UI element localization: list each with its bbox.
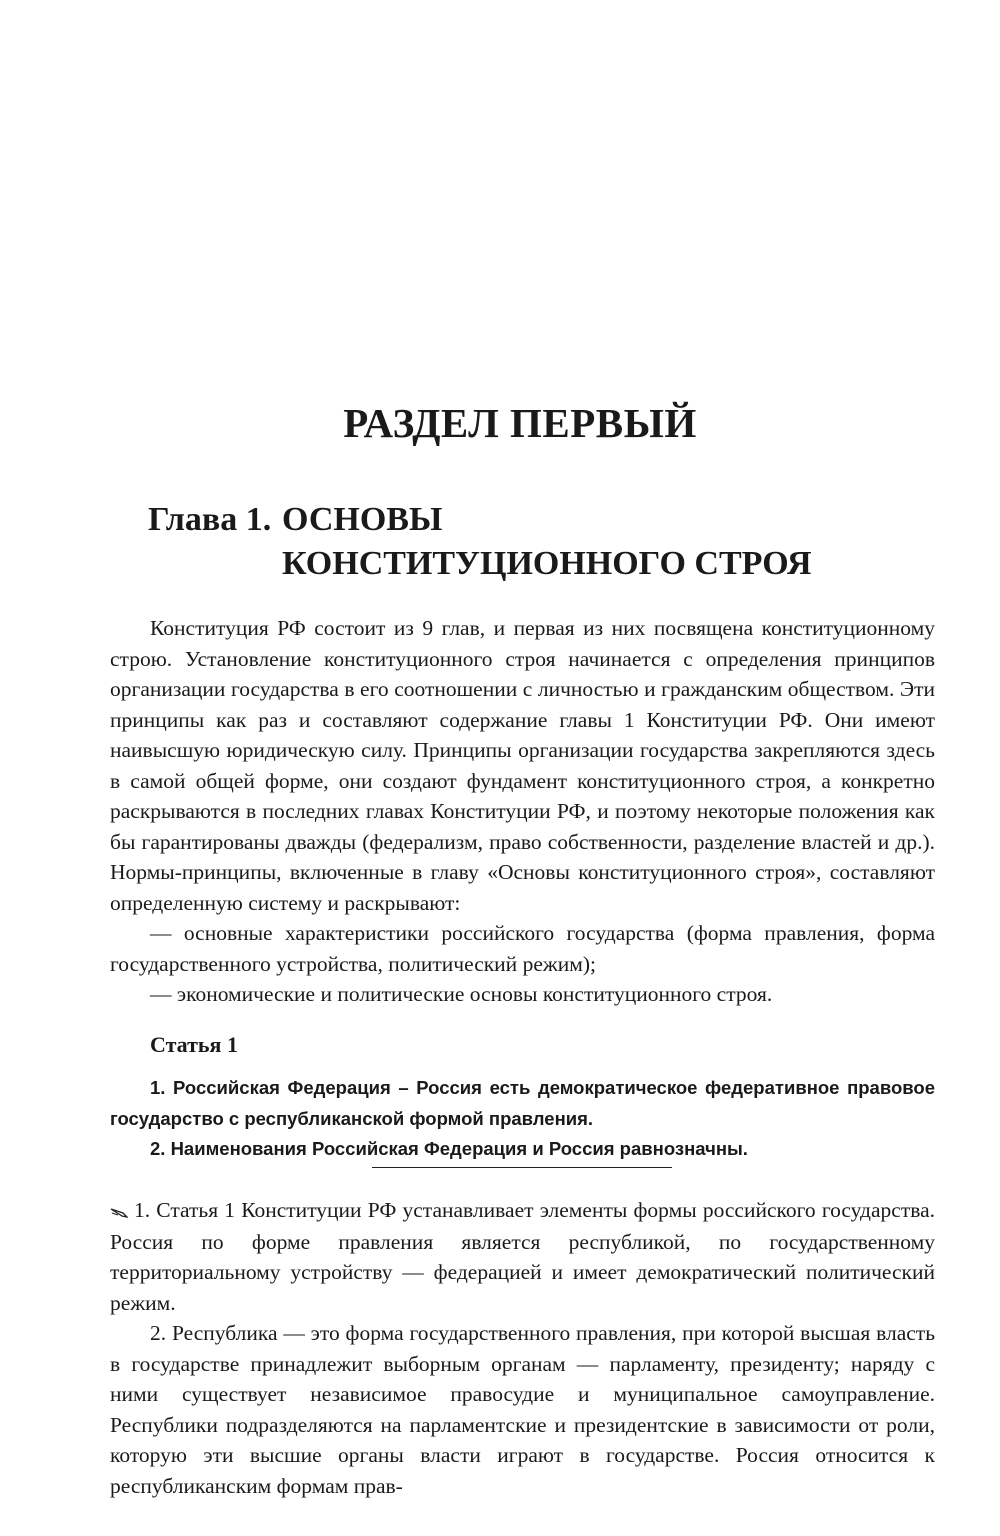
article-item: 1. Российская Федерация – Россия есть демократическое федеративное правовое государство с республиканской формой правления. — [110, 1077, 935, 1129]
article-text — [110, 1073, 935, 1165]
pencil-hand-icon — [110, 1196, 134, 1227]
chapter-name-line-2: КОНСТИТУЦИОННОГО СТРОЯ — [282, 545, 812, 582]
section-divider — [372, 1167, 672, 1168]
intro-section — [110, 613, 935, 1010]
principles-list — [110, 918, 935, 1010]
commentary-section — [110, 1195, 935, 1501]
chapter-heading — [148, 498, 812, 586]
chapter-name — [282, 498, 812, 586]
commentary-paragraph: 2. Республика — это форма государственного правления, при которой высшая власть в государстве принадлежит выборным органам — парламенту, президенту; наряду с ними существует независимое правосудие и муниципальное самоуправление. Республики подразделяются на парламентские и президентские в зависимости от роли, которую эти высшие органы власти играют в государстве. Россия относится к республиканским формам прав- — [110, 1321, 935, 1498]
article-title: Статья 1 — [150, 1032, 238, 1057]
intro-paragraph: Конституция РФ состоит из 9 глав, и первая из них посвящена конституционному строю. Установление конституционного строя начинается с определения принципов организации государства в его соотношении с личностью и гражданским обществом. Эти принципы как раз и составляют содержание главы 1 Конституции РФ. Они имеют наивысшую юридическую силу. Принципы организации государства закрепляются здесь в самой общей форме, они создают фундамент конституционного строя, а конкретно раскрываются в последних главах Конституции РФ, и поэтому некоторые положения как бы гарантированы дважды (федерализм, право собственности, разделение властей и др.). Нормы-принципы, включенные в главу «Основы конституционного строя», составляют определенную систему и раскрывают: — [110, 616, 935, 915]
list-item: — основные характеристики российского государства (форма правления, форма государственного устройства, политический режим); — [110, 918, 935, 979]
commentary-paragraph — [110, 1195, 935, 1318]
commentary-text: 1. Статья 1 Конституции РФ устанавливает элементы формы российского государства. Россия по форме правления является республикой, по государственному территориальному устройству — федерацией и имеет демократический политический режим. — [110, 1198, 935, 1315]
chapter-label: Глава 1. — [148, 501, 272, 538]
section-title: РАЗДЕЛ ПЕРВЫЙ — [343, 400, 697, 446]
article-item: 2. Наименования Российская Федерация и Россия равнозначны. — [150, 1138, 748, 1159]
list-item: — экономические и политические основы конституционного строя. — [110, 979, 935, 1010]
chapter-name-line-1: ОСНОВЫ — [282, 501, 443, 538]
